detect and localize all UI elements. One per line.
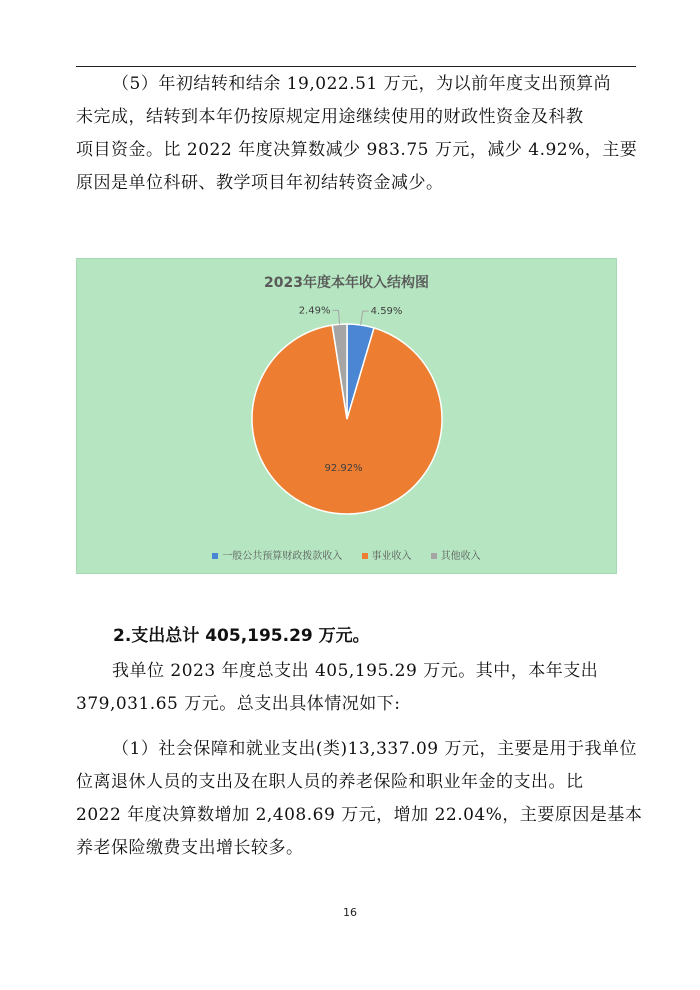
page-number: 16 [343,906,357,919]
header-rule [76,66,636,67]
leader-line [332,310,339,324]
data-label-other: 2.49% [298,305,331,317]
legend-swatch [212,553,218,559]
carryover-paragraph [76,68,636,200]
legend-swatch [362,553,368,559]
data-label-fiscal: 4.59% [370,306,403,318]
social-security-paragraph [76,733,643,865]
legend-label: 一般公共预算财政拨款收入 [222,551,343,562]
paragraph-line: 379,031.65 万元。总支出具体情况如下: [76,694,401,714]
legend-label: 事业收入 [371,551,412,562]
paragraph-line: 位离退休人员的支出及在职人员的养老保险和职业年金的支出。比 [76,772,584,792]
paragraph-line: （5）年初结转和结余 19,022.51 万元，为以前年度支出预算尚 [112,74,612,94]
paragraph-line: 养老保险缴费支出增长较多。 [76,838,304,858]
legend-label: 其他收入 [440,551,481,562]
leader-line [361,311,369,325]
paragraph-line: 项目资金。比 2022 年度决算数减少 983.75 万元，减少 4.92%，主要 [76,140,638,160]
expenditure-summary [76,655,636,721]
legend-item-other [431,547,481,562]
paragraph-line: 我单位 2023 年度总支出 405,195.29 万元。其中，本年支出 [112,661,599,681]
chart-title: 2023年度本年收入结构图 [264,275,429,291]
paragraph-line: 原因是单位科研、教学项目年初结转资金减少。 [76,173,444,193]
expenditure-heading: 2.支出总计 405,195.29 万元。 [113,626,370,646]
income-structure-chart [76,258,617,574]
paragraph-line: （1）社会保障和就业支出(类)13,337.09 万元，主要是用于我单位 [112,739,638,759]
legend-item-fiscal [212,547,342,562]
paragraph-line: 未完成，结转到本年仍按原规定用途继续使用的财政性资金及科教 [76,107,584,127]
data-label-business: 92.92% [324,463,363,475]
chart-legend [77,547,616,562]
legend-item-business [362,547,412,562]
legend-swatch [431,553,437,559]
pie-chart-canvas [77,259,618,575]
paragraph-line: 2022 年度决算数增加 2,408.69 万元，增加 22.04%，主要原因是基本 [76,805,643,825]
